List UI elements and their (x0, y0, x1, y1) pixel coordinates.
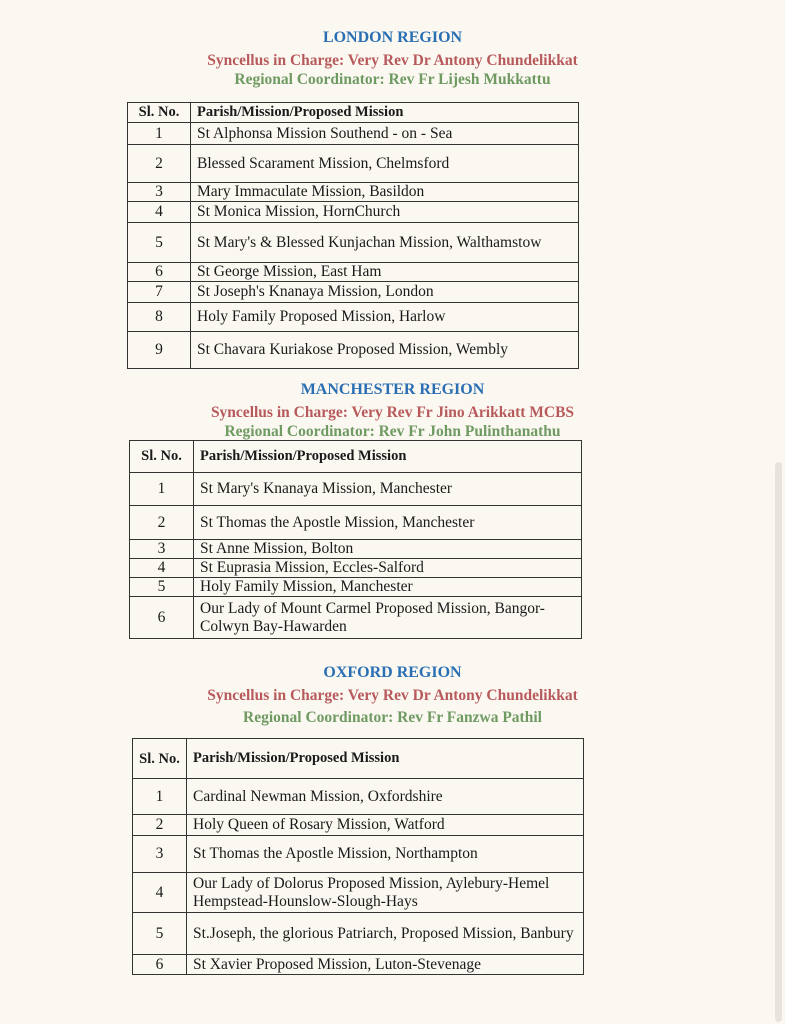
row-name: St Monica Mission, HornChurch (191, 202, 579, 223)
row-sl: 2 (133, 815, 187, 836)
table-header-row (133, 739, 584, 779)
header-sl-no: Sl. No. (128, 103, 191, 123)
row-sl: 5 (133, 913, 187, 955)
table-header-row (128, 103, 579, 123)
region-title: OXFORD REGION (323, 664, 462, 681)
table-row (128, 282, 579, 303)
header-sl-no: Sl. No. (130, 441, 194, 473)
row-name: St Mary's Knanaya Mission, Manchester (194, 473, 582, 506)
row-sl: 5 (128, 223, 191, 263)
row-sl: 7 (128, 282, 191, 303)
row-sl: 2 (128, 145, 191, 183)
row-name: St Xavier Proposed Mission, Luton-Stevenage (187, 955, 584, 975)
row-name: Cardinal Newman Mission, Oxfordshire (187, 779, 584, 815)
region-london-header (0, 28, 785, 89)
table-row (128, 183, 579, 202)
syncellus-line: Syncellus in Charge: Very Rev Dr Antony Chundelikkat (207, 687, 578, 704)
row-sl: 9 (128, 332, 191, 369)
table-row (133, 873, 584, 913)
row-name: St Anne Mission, Bolton (194, 540, 582, 559)
row-name: St Alphonsa Mission Southend - on - Sea (191, 123, 579, 145)
table-row (133, 836, 584, 873)
table-row (128, 145, 579, 183)
region-title: LONDON REGION (322, 29, 463, 46)
header-parish: Parish/Mission/Proposed Mission (194, 441, 582, 473)
table-row (130, 578, 582, 597)
row-name: Holy Family Proposed Mission, Harlow (191, 303, 579, 332)
table-row (130, 597, 582, 639)
row-sl: 6 (133, 955, 187, 975)
table-row (133, 955, 584, 975)
row-sl: 6 (130, 597, 194, 639)
oxford-parish-table (132, 738, 584, 975)
table-row (130, 473, 582, 506)
region-manchester-header (0, 380, 785, 441)
row-sl: 1 (130, 473, 194, 506)
row-name: St Thomas the Apostle Mission, Manchester (194, 506, 582, 540)
header-parish: Parish/Mission/Proposed Mission (187, 739, 584, 779)
row-name: St Thomas the Apostle Mission, Northampton (187, 836, 584, 873)
row-sl: 3 (128, 183, 191, 202)
row-name: St George Mission, East Ham (191, 263, 579, 282)
table-row (133, 815, 584, 836)
row-sl: 3 (130, 540, 194, 559)
table-row (128, 332, 579, 369)
row-name: Our Lady of Dolorus Proposed Mission, Aylebury-Hemel Hempstead-Hounslow-Slough-Hays (187, 873, 584, 913)
row-sl: 4 (130, 559, 194, 578)
row-sl: 3 (133, 836, 187, 873)
row-name: St.Joseph, the glorious Patriarch, Proposed Mission, Banbury (187, 913, 584, 955)
row-sl: 8 (128, 303, 191, 332)
table-row (130, 540, 582, 559)
table-row (130, 559, 582, 578)
row-name: Blessed Scarament Mission, Chelmsford (191, 145, 579, 183)
region-title: MANCHESTER REGION (300, 381, 485, 398)
row-sl: 1 (133, 779, 187, 815)
row-name: Our Lady of Mount Carmel Proposed Mission, Bangor- Colwyn Bay-Hawarden (194, 597, 582, 639)
row-name: Mary Immaculate Mission, Basildon (191, 183, 579, 202)
table-row (128, 263, 579, 282)
row-sl: 5 (130, 578, 194, 597)
table-row (130, 506, 582, 540)
row-sl: 1 (128, 123, 191, 145)
manchester-parish-table (129, 440, 582, 639)
table-row (128, 223, 579, 263)
row-name: St Joseph's Knanaya Mission, London (191, 282, 579, 303)
header-parish: Parish/Mission/Proposed Mission (191, 103, 579, 123)
row-sl: 4 (128, 202, 191, 223)
row-name: Holy Family Mission, Manchester (194, 578, 582, 597)
scrollbar[interactable] (775, 462, 782, 1022)
table-row (128, 202, 579, 223)
coordinator-line: Regional Coordinator: Rev Fr Lijesh Mukkattu (234, 71, 551, 88)
table-header-row (130, 441, 582, 473)
coordinator-line: Regional Coordinator: Rev Fr Fanzwa Pathil (243, 709, 542, 726)
table-row (133, 779, 584, 815)
london-parish-table (127, 102, 579, 369)
header-sl-no: Sl. No. (133, 739, 187, 779)
table-row (128, 123, 579, 145)
row-name: St Euprasia Mission, Eccles-Salford (194, 559, 582, 578)
row-name: St Mary's & Blessed Kunjachan Mission, Walthamstow (191, 223, 579, 263)
syncellus-line: Syncellus in Charge: Very Rev Dr Antony Chundelikkat (207, 52, 578, 69)
region-oxford-header (0, 663, 785, 727)
row-name: St Chavara Kuriakose Proposed Mission, Wembly (191, 332, 579, 369)
syncellus-line: Syncellus in Charge: Very Rev Fr Jino Arikkatt MCBS (210, 404, 575, 421)
row-sl: 4 (133, 873, 187, 913)
row-sl: 6 (128, 263, 191, 282)
table-row (128, 303, 579, 332)
row-name: Holy Queen of Rosary Mission, Watford (187, 815, 584, 836)
coordinator-line: Regional Coordinator: Rev Fr John Pulinthanathu (224, 423, 561, 440)
row-sl: 2 (130, 506, 194, 540)
table-row (133, 913, 584, 955)
